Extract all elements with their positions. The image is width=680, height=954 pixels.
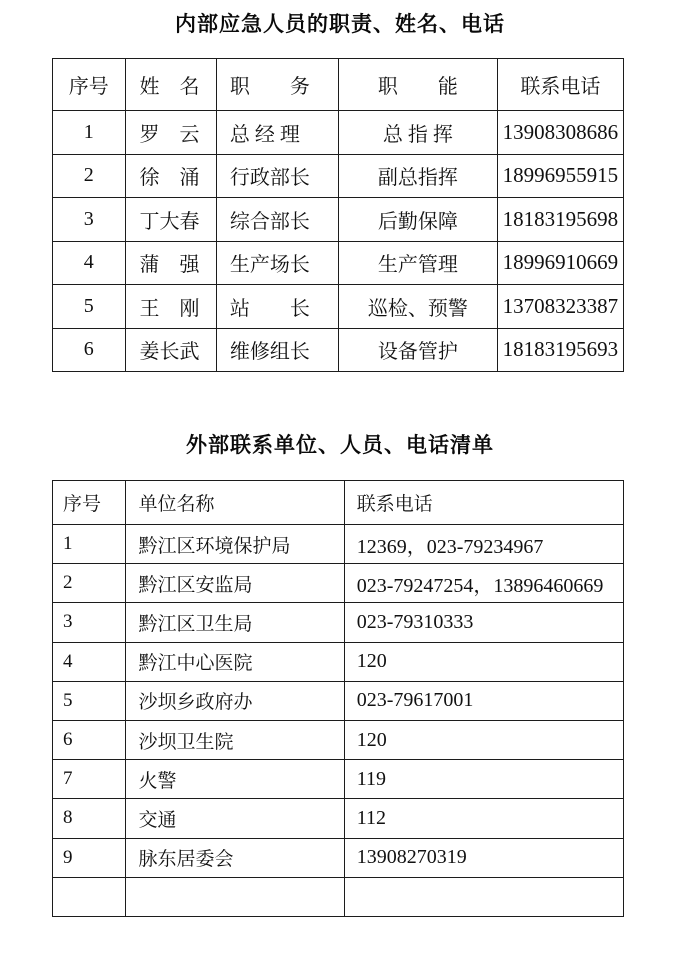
column-header-duty: 职 务 — [216, 59, 338, 111]
table-cell-role: 设备管护 — [339, 328, 498, 372]
table-cell-unit: 脉东居委会 — [125, 838, 344, 877]
table-row — [53, 681, 624, 720]
table-row — [53, 111, 624, 155]
table-row — [53, 564, 624, 603]
table-cell-unit: 沙坝卫生院 — [125, 720, 344, 759]
table-cell-phone: 18183195698 — [497, 198, 623, 242]
table-cell-phone: 13908308686 — [497, 111, 623, 155]
table-header-row — [53, 481, 624, 525]
table-cell-name: 王 刚 — [125, 285, 216, 329]
table-cell-tel: 119 — [344, 760, 623, 799]
table-row — [53, 525, 624, 564]
table-cell-seq: 3 — [53, 198, 126, 242]
table-cell-role: 总 指 挥 — [339, 111, 498, 155]
table-row — [53, 241, 624, 285]
table-cell-seq: 6 — [53, 328, 126, 372]
table-cell-duty: 站 长 — [216, 285, 338, 329]
table-row — [53, 760, 624, 799]
table-cell-seq: 2 — [53, 154, 126, 198]
table-cell-duty: 维修组长 — [216, 328, 338, 372]
table-cell-name: 丁大春 — [125, 198, 216, 242]
table-cell-seq: 5 — [53, 681, 126, 720]
internal-contacts-table — [52, 58, 624, 372]
table-row-empty — [53, 877, 624, 916]
table-cell-tel: 12369，023-79234967 — [344, 525, 623, 564]
table-cell-seq: 9 — [53, 838, 126, 877]
column-header-role: 职 能 — [339, 59, 498, 111]
section-gap — [0, 372, 680, 429]
table-cell-role: 生产管理 — [339, 241, 498, 285]
table-cell-seq: 4 — [53, 241, 126, 285]
table-cell-duty: 行政部长 — [216, 154, 338, 198]
table-cell-role: 巡检、预警 — [339, 285, 498, 329]
table-cell-seq: 5 — [53, 285, 126, 329]
table-cell-unit: 黔江中心医院 — [125, 642, 344, 681]
table-cell-unit: 黔江区环境保护局 — [125, 525, 344, 564]
table-cell-seq: 1 — [53, 111, 126, 155]
table-cell-phone: 18996910669 — [497, 241, 623, 285]
table-cell-unit: 火警 — [125, 760, 344, 799]
table-cell-name: 徐 涌 — [125, 154, 216, 198]
external-table-title: 外部联系单位、人员、电话清单 — [186, 433, 494, 457]
table-cell-seq: 8 — [53, 799, 126, 838]
column-header-unit: 单位名称 — [125, 481, 344, 525]
table-cell-name: 姜长武 — [125, 328, 216, 372]
column-header-phone: 联系电话 — [497, 59, 623, 111]
table-cell-name: 罗 云 — [125, 111, 216, 155]
table-cell-tel: 120 — [344, 642, 623, 681]
table-cell-unit — [125, 877, 344, 916]
column-header-name: 姓 名 — [125, 59, 216, 111]
internal-table-title: 内部应急人员的职责、姓名、电话 — [175, 12, 505, 36]
table-cell-role: 副总指挥 — [339, 154, 498, 198]
table-cell-seq: 4 — [53, 642, 126, 681]
table-row — [53, 720, 624, 759]
table-cell-name: 蒲 强 — [125, 241, 216, 285]
table-cell-seq: 6 — [53, 720, 126, 759]
table-row — [53, 328, 624, 372]
table-row — [53, 642, 624, 681]
table-cell-unit: 黔江区安监局 — [125, 564, 344, 603]
table-cell-duty: 总 经 理 — [216, 111, 338, 155]
table-cell-unit: 黔江区卫生局 — [125, 603, 344, 642]
table-row — [53, 603, 624, 642]
table-cell-tel: 120 — [344, 720, 623, 759]
table-cell-tel — [344, 877, 623, 916]
column-header-tel: 联系电话 — [344, 481, 623, 525]
table-cell-seq: 2 — [53, 564, 126, 603]
table-cell-tel: 023-79247254，13896460669 — [344, 564, 623, 603]
table-cell-seq: 1 — [53, 525, 126, 564]
table-cell-tel: 023-79617001 — [344, 681, 623, 720]
table-header-row — [53, 59, 624, 111]
table-cell-seq: 7 — [53, 760, 126, 799]
table-cell-seq: 3 — [53, 603, 126, 642]
column-header-seq: 序号 — [53, 481, 126, 525]
table-cell-role: 后勤保障 — [339, 198, 498, 242]
table-row — [53, 799, 624, 838]
external-contacts-table — [52, 480, 624, 917]
table-cell-tel: 13908270319 — [344, 838, 623, 877]
table-cell-duty: 生产场长 — [216, 241, 338, 285]
table-cell-seq — [53, 877, 126, 916]
table-row — [53, 838, 624, 877]
table-cell-phone: 18183195693 — [497, 328, 623, 372]
table-row — [53, 285, 624, 329]
table-row — [53, 154, 624, 198]
table-cell-duty: 综合部长 — [216, 198, 338, 242]
table-cell-unit: 交通 — [125, 799, 344, 838]
table-cell-unit: 沙坝乡政府办 — [125, 681, 344, 720]
column-header-seq: 序号 — [53, 59, 126, 111]
table-row — [53, 198, 624, 242]
table-cell-tel: 112 — [344, 799, 623, 838]
table-cell-phone: 18996955915 — [497, 154, 623, 198]
table-cell-phone: 13708323387 — [497, 285, 623, 329]
table-cell-tel: 023-79310333 — [344, 603, 623, 642]
